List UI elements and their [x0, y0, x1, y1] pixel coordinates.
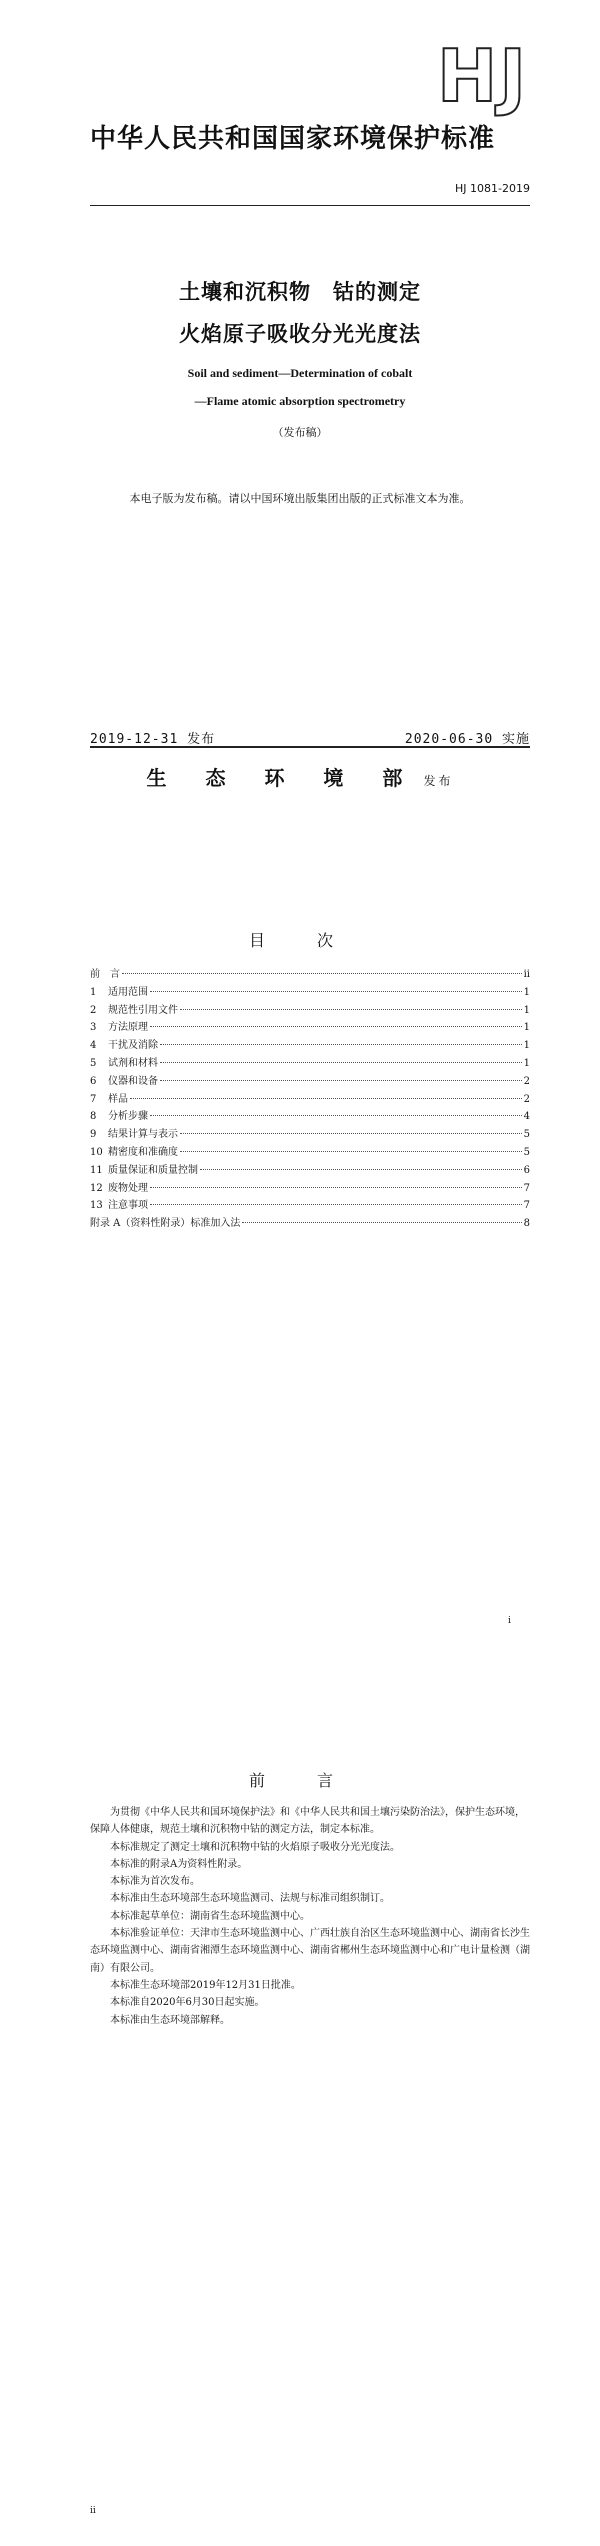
toc-item-page: 1 [523, 1057, 530, 1069]
title-en-line2: —Flame atomic absorption spectrometry [194, 394, 406, 408]
foreword-paragraph: 为贯彻《中华人民共和国环境保护法》和《中华人民共和国土壤污染防治法》，保护生态环境，保障人体健康，规范土壤和沉积物中钴的测定方法，制定本标准。 [90, 1807, 525, 1836]
toc-item[interactable] [90, 1197, 530, 1215]
toc-item-number: 4 [90, 1040, 97, 1052]
toc-item-label: 仪器和设备 [108, 1075, 158, 1087]
issue-date: 2019-12-31 发布 [90, 732, 216, 747]
toc-item-page: 7 [523, 1182, 530, 1194]
toc-item[interactable] [90, 1126, 530, 1144]
issuer-line [0, 762, 600, 791]
toc-leader-dots [160, 1044, 522, 1045]
toc-item-label: 结果计算与表示 [108, 1129, 178, 1141]
toc-item-page: 1 [523, 1022, 530, 1034]
toc-leader-dots [160, 1080, 522, 1081]
toc-item-page: 1 [523, 986, 530, 998]
toc-leader-dots [150, 1204, 522, 1205]
standard-category-title: 中华人民共和国国家环境保护标准 [90, 124, 496, 154]
toc-item-label: 适用范围 [108, 986, 148, 998]
toc-item[interactable] [90, 1162, 530, 1180]
toc-leader-dots [150, 991, 522, 992]
title-en-line1: Soil and sediment—Determination of cobalt [187, 366, 413, 380]
toc-item-number: 11 [90, 1164, 103, 1176]
toc-leader-dots [160, 1062, 522, 1063]
toc-leader-dots [200, 1169, 522, 1170]
toc-page-number: i [508, 1616, 511, 1626]
toc-item[interactable] [90, 1037, 530, 1055]
toc-item-label: 规范性引用文件 [108, 1004, 178, 1016]
toc-item-number: 1 [90, 986, 97, 998]
toc-leader-dots [180, 1133, 522, 1134]
toc-item[interactable] [90, 1091, 530, 1109]
toc-item-page: 5 [523, 1146, 530, 1158]
toc-item-page: 6 [523, 1164, 530, 1176]
title-cn-line2: 火焰原子吸收分光光度法 [179, 322, 421, 346]
hj-logo: HJ [436, 34, 528, 118]
toc-leader-dots [130, 1098, 522, 1099]
toc-item-number: 9 [90, 1129, 97, 1141]
toc-leader-dots [150, 1187, 522, 1188]
toc-item-number: 3 [90, 1022, 97, 1034]
foreword-paragraph: 本标准生态环境部2019年12月31日批准。 [110, 1979, 301, 1991]
toc-item[interactable] [90, 1180, 530, 1198]
toc-leader-dots [242, 1222, 521, 1223]
toc-item-number: 8 [90, 1111, 97, 1123]
foreword-paragraph: 本标准由生态环境部生态环境监测司、法规与标准司组织制订。 [110, 1893, 390, 1905]
toc-item[interactable] [90, 1144, 530, 1162]
toc-item[interactable] [90, 1108, 530, 1126]
toc-item-label: 试剂和材料 [108, 1057, 158, 1069]
toc-item-page: 1 [523, 1004, 530, 1016]
toc-item-label: 分析步骤 [108, 1111, 148, 1123]
header-divider [90, 205, 530, 206]
toc-item-page: 7 [523, 1200, 530, 1212]
toc-item-number: 7 [90, 1093, 97, 1105]
foreword-paragraph: 本标准验证单位：天津市生态环境监测中心、广西壮族自治区生态环境监测中心、湖南省长沙生态环境监测中心、湖南省湘潭生态环境监测中心、湖南省郴州生态环境监测中心和广电计量检测（湖南）有限公司。 [90, 1928, 530, 1974]
issuer-suffix: 发布 [423, 774, 454, 788]
toc-item-number: 13 [90, 1200, 103, 1212]
toc-leader-dots [150, 1026, 522, 1027]
toc-item-label: 废物处理 [108, 1182, 148, 1194]
foreword-page-number: ii [90, 2506, 96, 2516]
table-of-contents [90, 966, 530, 1233]
foreword-paragraph: 本标准规定了测定土壤和沉积物中钴的火焰原子吸收分光光度法。 [110, 1841, 400, 1853]
foreword-paragraph: 本标准为首次发布。 [110, 1876, 200, 1888]
toc-heading: 目 次 [248, 931, 351, 950]
toc-item-label: 样品 [108, 1093, 128, 1105]
toc-item-page: 8 [523, 1218, 530, 1230]
toc-item-label: 质量保证和质量控制 [108, 1164, 198, 1176]
foreword-paragraph: 本标准的附录A为资料性附录。 [110, 1858, 248, 1870]
toc-item[interactable] [90, 1019, 530, 1037]
toc-item-number: 12 [90, 1182, 103, 1194]
toc-item[interactable] [90, 1002, 530, 1020]
toc-item[interactable] [90, 1055, 530, 1073]
toc-item-number: 10 [90, 1146, 103, 1158]
draft-label: （发布稿） [272, 426, 328, 439]
toc-item-label: 干扰及消除 [108, 1040, 158, 1052]
date-divider [90, 746, 530, 748]
toc-item-number: 6 [90, 1075, 97, 1087]
foreword-paragraph: 本标准起草单位：湖南省生态环境监测中心。 [110, 1910, 310, 1922]
toc-leader-dots [150, 1115, 522, 1116]
toc-item-page: 1 [523, 1040, 530, 1052]
toc-item-label: 注意事项 [108, 1200, 148, 1212]
toc-leader-dots [180, 1151, 522, 1152]
publication-notice: 本电子版为发布稿。请以中国环境出版集团出版的正式标准文本为准。 [129, 492, 471, 505]
effective-date: 2020-06-30 实施 [404, 732, 530, 747]
toc-item-label: 方法原理 [108, 1022, 148, 1034]
toc-item-number: 5 [90, 1057, 97, 1069]
foreword-paragraph: 本标准由生态环境部解释。 [110, 2014, 230, 2026]
toc-item[interactable] [90, 966, 530, 984]
toc-item-label: 附录 A（资料性附录）标准加入法 [90, 1218, 241, 1230]
toc-item[interactable] [90, 1073, 530, 1091]
toc-item-number: 2 [90, 1004, 97, 1016]
toc-item[interactable] [90, 984, 530, 1002]
toc-item-page: 4 [523, 1111, 530, 1123]
toc-item[interactable] [90, 1215, 530, 1233]
toc-leader-dots [180, 1009, 522, 1010]
standard-number: HJ 1081-2019 [455, 182, 530, 195]
toc-item-label: 前 言 [90, 969, 120, 980]
title-cn-line1: 土壤和沉积物 钴的测定 [179, 280, 421, 304]
foreword-body [90, 1804, 530, 2029]
toc-item-label: 精密度和准确度 [108, 1146, 178, 1158]
toc-item-page: ii [523, 969, 530, 980]
toc-item-page: 2 [523, 1075, 530, 1087]
toc-item-page: 2 [523, 1093, 530, 1105]
foreword-paragraph: 本标准自2020年6月30日起实施。 [110, 1997, 265, 2009]
toc-leader-dots [122, 973, 522, 974]
toc-item-page: 5 [523, 1129, 530, 1141]
foreword-heading: 前 言 [248, 1771, 351, 1790]
issuer-name: 生 态 环 境 部 [146, 766, 419, 790]
